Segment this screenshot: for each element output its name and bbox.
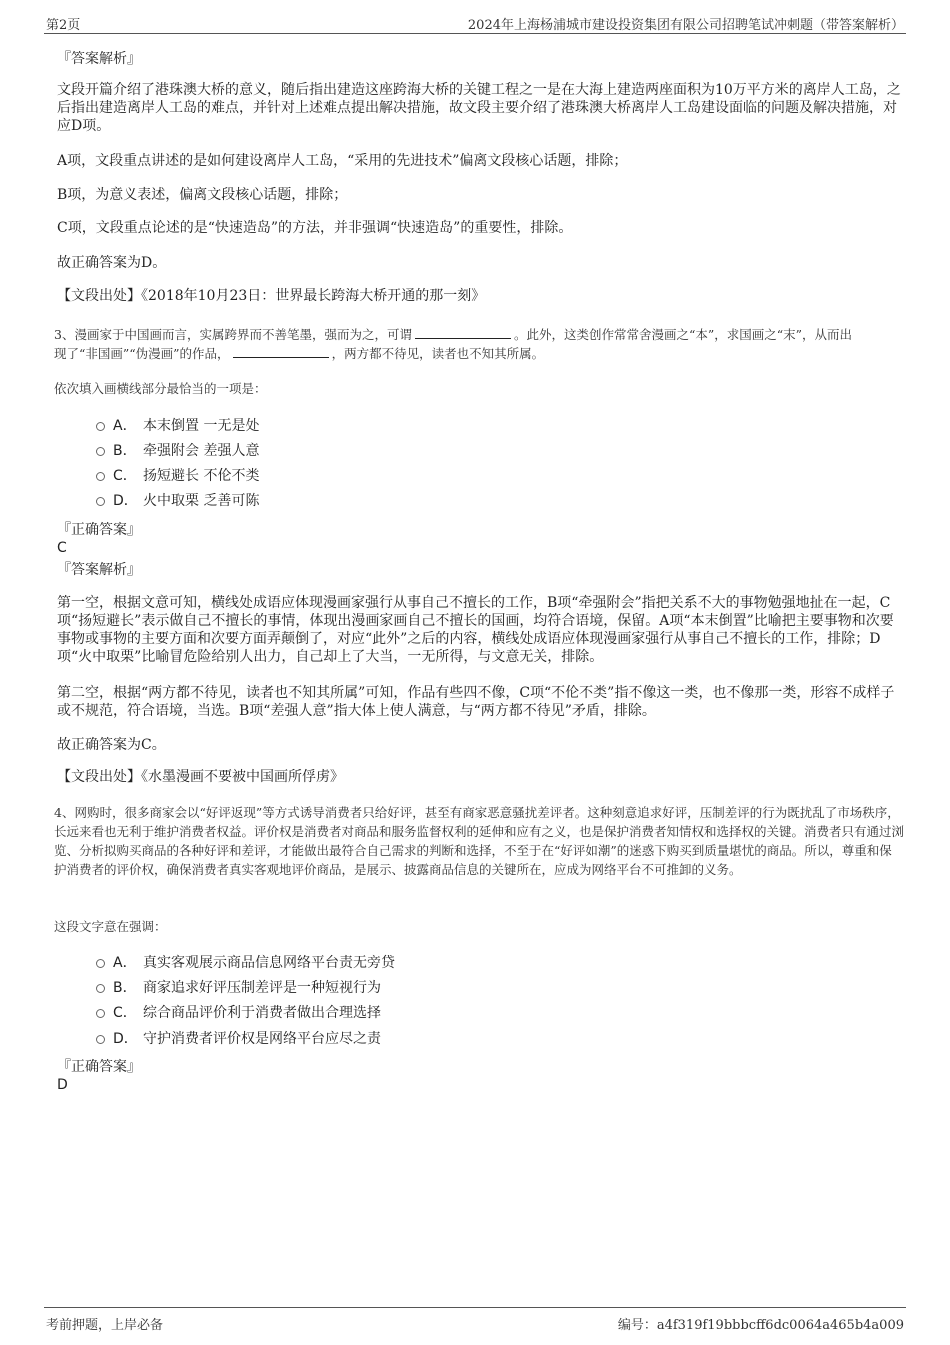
q3-stem: 3、漫画家于中国画而言，实属跨界而不善笔墨，强而为之，可谓 。此外，这类创作常常舍漫画之“本”，求国画之“末”，从而出 现了“非国画”“伪漫画”的作品， ，两方都不待见，读者也不知其所属。 bbox=[54, 327, 853, 361]
blank-2 bbox=[233, 345, 329, 358]
q2-analysis-heading: 『答案解析』 bbox=[57, 51, 141, 67]
q4-stem: 4、网购时，很多商家会以“好评返现”等方式诱导消费者只给好评，甚至有商家恶意骚扰差评者。这种刻意追求好评，压制差评的行为既扰乱了市场秩序，长远来看也无利于维护消费者权益。评价权是消费者对商品和服务监督权利的延伸和应有之义，也是保护消费者知情权和选择权的关键。消费者只有通过浏览、分析拟购买商品的各种好评和差评，才能做出最符合自己需求的判断和选择，不至于在“好评如潮”的迷惑下购买到质量堪忧的商品。所以，尊重和保护消费者的评价权，确保消费者真实客观地评价商品，是展示、披露商品信息的关键所在，应成为网络平台不可推卸的义务。 bbox=[54, 805, 905, 877]
q3-analysis-para1: 第一空，根据文意可知，横线处成语应体现漫画家强行从事自己不擅长的工作，B项“牵强附会”指把关系不大的事物勉强地扯在一起，C项“扬短避长”表示做自己不擅长的事情，体现出漫画家画自己不擅长的国画，均符合语境，保留。A项“本末倒置”比喻把主要事物和次要事物或事物的主要方面和次要方面弄颠倒了，对应“此外”之后的内容，横线处成语应体现漫画家强行从事自己不擅长的工作，排除；D项“火中取栗”比喻冒危险给别人出力，自己却上了大当，一无所得，与文意无关，排除。 bbox=[57, 595, 894, 665]
radio-icon[interactable] bbox=[96, 1035, 105, 1044]
q4-answer-heading: 『正确答案』 bbox=[57, 1059, 141, 1075]
radio-icon[interactable] bbox=[96, 472, 105, 481]
q3-option-a[interactable]: A． 本末倒置 一无是处 bbox=[96, 417, 259, 435]
q4-option-d[interactable]: D． 守护消费者评价权是网络平台应尽之责 bbox=[96, 1030, 381, 1048]
q2-analysis-para3: B项，为意义表述，偏离文段核心话题，排除； bbox=[57, 187, 348, 203]
q4-option-b[interactable]: B． 商家追求好评压制差评是一种短视行为 bbox=[96, 979, 381, 997]
q2-analysis-para1: 文段开篇介绍了港珠澳大桥的意义，随后指出建造这座跨海大桥的关键工程之一是在大海上建造两座面积为10万平方米的离岸人工岛，之后指出建造离岸人工岛的难点，并针对上述难点提出解决措施，故文段主要介绍了港珠澳大桥离岸人工岛建设面临的问题及解决措施，对应D项。 bbox=[57, 82, 901, 134]
footer-divider bbox=[44, 1307, 906, 1308]
q4-prompt: 这段文字意在强调： bbox=[54, 919, 167, 934]
q3-answer-heading: 『正确答案』 bbox=[57, 522, 141, 538]
q3-option-c[interactable]: C． 扬短避长 不伦不类 bbox=[96, 467, 259, 485]
radio-icon[interactable] bbox=[96, 959, 105, 968]
document-title: 2024年上海杨浦城市建设投资集团有限公司招聘笔试冲刺题（带答案解析） bbox=[467, 18, 904, 33]
footer-slogan: 考前押题，上岸必备 bbox=[46, 1318, 164, 1333]
q2-analysis-para2: A项，文段重点讲述的是如何建设离岸人工岛，“采用的先进技术”偏离文段核心话题，排除； bbox=[57, 153, 628, 169]
radio-icon[interactable] bbox=[96, 422, 105, 431]
q3-prompt: 依次填入画横线部分最恰当的一项是： bbox=[54, 381, 267, 396]
q3-conclusion: 故正确答案为C。 bbox=[57, 737, 166, 753]
q3-answer: C bbox=[57, 540, 67, 556]
blank-1 bbox=[415, 326, 511, 339]
q2-source: 【文段出处】《2018年10月23日：世界最长跨海大桥开通的那一刻》 bbox=[57, 288, 486, 304]
radio-icon[interactable] bbox=[96, 447, 105, 456]
q3-option-d[interactable]: D． 火中取栗 乏善可陈 bbox=[96, 492, 259, 510]
page-number: 第2页 bbox=[46, 18, 81, 33]
q2-analysis-para4: C项，文段重点论述的是“快速造岛”的方法，并非强调“快速造岛”的重要性，排除。 bbox=[57, 220, 573, 236]
radio-icon[interactable] bbox=[96, 497, 105, 506]
q3-analysis-para2: 第二空，根据“两方都不待见，读者也不知其所属”可知，作品有些四不像，C项“不伦不类”指不像这一类，也不像那一类，形容不成样子或不规范，符合语境，当选。B项“差强人意”指大体上使人满意，与“两方都不待见”矛盾，排除。 bbox=[57, 685, 895, 719]
q4-answer: D bbox=[57, 1077, 68, 1093]
q3-analysis-heading: 『答案解析』 bbox=[57, 562, 141, 578]
q4-option-a[interactable]: A． 真实客观展示商品信息网络平台责无旁贷 bbox=[96, 954, 395, 972]
q4-option-c[interactable]: C． 综合商品评价利于消费者做出合理选择 bbox=[96, 1004, 381, 1022]
q3-source: 【文段出处】《水墨漫画不要被中国画所俘虏》 bbox=[57, 769, 344, 785]
radio-icon[interactable] bbox=[96, 1009, 105, 1018]
footer-serial: 编号：a4f319f19bbbcff6dc0064a465b4a009 bbox=[617, 1318, 904, 1333]
q2-conclusion: 故正确答案为D。 bbox=[57, 255, 167, 271]
q3-option-b[interactable]: B． 牵强附会 差强人意 bbox=[96, 442, 259, 460]
radio-icon[interactable] bbox=[96, 984, 105, 993]
header-divider bbox=[44, 33, 906, 34]
